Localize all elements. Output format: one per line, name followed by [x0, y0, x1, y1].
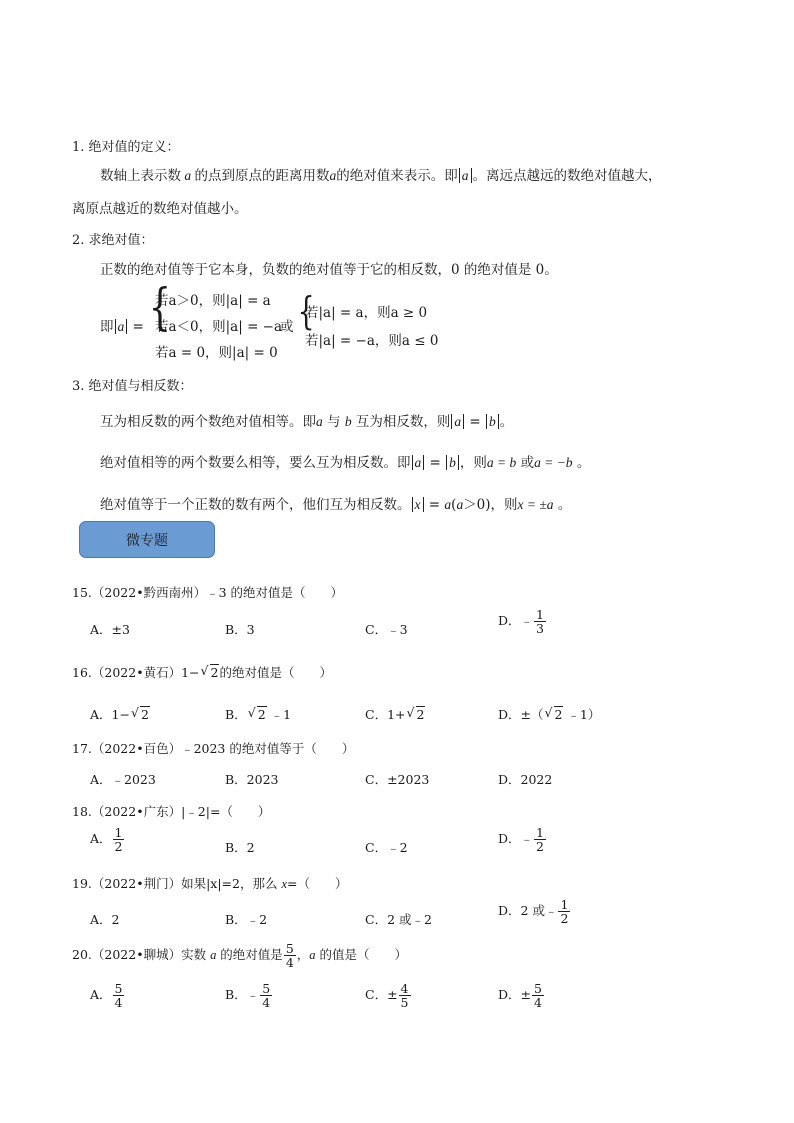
- q15-option-a[interactable]: A．±3: [90, 622, 130, 637]
- q17-option-d[interactable]: D．2022: [498, 772, 553, 787]
- var-a: a: [210, 948, 217, 963]
- text: 19.（2022•荆门）如果|x|=2，那么: [72, 876, 278, 891]
- section-3-title: 3. 绝对值与相反数：: [72, 379, 193, 394]
- text: 互为相反数的两个数绝对值相等。即: [100, 414, 316, 430]
- section-3-line-3: 绝对值等于一个正数的数有两个，他们互为相反数。 x = a(a＞0)，则x = ±a 。: [100, 497, 572, 513]
- micro-topic-badge: 微专题: [79, 521, 215, 558]
- text: 互为相反数，则: [355, 414, 451, 430]
- q15-option-b[interactable]: B．3: [225, 622, 255, 637]
- text: 20.（2022•聊城）实数: [72, 947, 207, 963]
- math: a: [444, 497, 452, 512]
- fraction: $\frac{5}{4}$: [285, 941, 294, 971]
- text: 或: [520, 455, 535, 471]
- q19-option-c[interactable]: C．2 或﹣2: [365, 912, 432, 927]
- text: 与: [327, 414, 341, 430]
- case-3: 若a = 0，则|a| = 0: [155, 345, 278, 361]
- math: x = ±a: [517, 497, 554, 512]
- var-x: x: [281, 877, 288, 891]
- var-a: a: [329, 168, 337, 183]
- var-a: a: [181, 168, 195, 183]
- math: a = b: [486, 455, 517, 470]
- q19-option-d[interactable]: D．2 或﹣ $\frac{1}{2}$: [498, 897, 569, 927]
- q17-option-a[interactable]: A．﹣2023: [90, 772, 156, 787]
- text: 的值是（ ）: [319, 947, 408, 963]
- abs-b: b: [486, 414, 499, 429]
- question-19-stem: [72, 874, 348, 892]
- section-1-title: 1. 绝对值的定义：: [72, 140, 180, 155]
- text: 即: [100, 319, 114, 335]
- q20-option-c[interactable]: C．± $\frac{4}{5}$: [365, 981, 409, 1011]
- q20-option-b[interactable]: B．﹣ $\frac{5}{4}$: [225, 981, 271, 1011]
- q17-option-c[interactable]: C．±2023: [365, 772, 430, 787]
- q16-option-a[interactable]: A．1−√ 2: [90, 705, 150, 723]
- var-a: a: [309, 948, 316, 963]
- q18-option-a[interactable]: A． $\frac{1}{2}$: [90, 825, 123, 855]
- q15-option-c[interactable]: C．﹣3: [365, 622, 408, 637]
- q16-option-d[interactable]: D．±（√ 2 ﹣1）: [498, 705, 600, 723]
- q20-option-d[interactable]: D．± $\frac{5}{4}$: [498, 981, 542, 1011]
- case-4: 若|a| = a，则a ≥ 0: [305, 305, 428, 321]
- q16-option-c[interactable]: C．1+√ 2: [365, 705, 425, 723]
- question-20-stem: [72, 942, 407, 969]
- math: a = −b: [534, 455, 573, 470]
- q20-option-a[interactable]: A． $\frac{5}{4}$: [90, 981, 123, 1011]
- text: 绝对值等于一个正数的数有两个，他们互为相反数。: [100, 497, 411, 513]
- abs-b: b: [446, 455, 459, 470]
- question-17-stem: 17.（2022•百色）﹣2023 的绝对值等于（ ）: [72, 741, 355, 756]
- abs-x: x: [412, 497, 424, 512]
- q19-option-b[interactable]: B．﹣2: [225, 912, 268, 927]
- text: 的绝对值是（ ）: [219, 665, 332, 680]
- formula-prefix: 即 a =: [100, 319, 144, 335]
- text: 数轴上表示数: [100, 168, 181, 184]
- text: ，则: [490, 497, 518, 513]
- text: 的绝对值是: [220, 947, 283, 963]
- section-2-title: 2. 求绝对值：: [72, 233, 154, 248]
- case-2: 若a＜0，则|a| = −a: [155, 319, 283, 335]
- q18-option-d[interactable]: D．﹣ $\frac{1}{2}$: [498, 825, 544, 855]
- or-word: 或: [280, 319, 294, 335]
- q17-option-b[interactable]: B．2023: [225, 772, 279, 787]
- abs-a: a: [459, 168, 472, 183]
- abs-a: a: [451, 414, 464, 429]
- text: 的绝对值来表示。即: [336, 168, 458, 184]
- text: 的点到原点的距离用数: [194, 168, 330, 184]
- case-1: 若a＞0，则|a| = a: [155, 293, 271, 309]
- math: a: [456, 497, 464, 512]
- right-brace: {: [297, 289, 315, 333]
- text: ，: [296, 947, 310, 963]
- q19-option-a[interactable]: A．2: [90, 912, 120, 927]
- case-5: 若|a| = −a，则a ≤ 0: [305, 333, 439, 349]
- section-1-line-2: 离原点越近的数绝对值越小。: [72, 201, 248, 217]
- q16-option-b[interactable]: B．√ 2 ﹣1: [225, 705, 291, 723]
- text: 。离远点越远的数绝对值越大，: [472, 168, 662, 184]
- section-3-line-1: 互为相反数的两个数绝对值相等。即a 与 b 互为相反数，则 a = b 。: [100, 414, 514, 430]
- text: ，则: [459, 455, 487, 471]
- section-3-line-2: 绝对值相等的两个数要么相等，要么互为相反数。即 a = b ，则a = b 或a = −b 。: [100, 455, 591, 471]
- question-16-stem: 16.（2022•黄石）1−√ 2的绝对值是（ ）: [72, 663, 332, 681]
- text: 绝对值相等的两个数要么相等，要么互为相反数。即: [100, 455, 411, 471]
- q15-option-d[interactable]: D．﹣ $\frac{1}{3}$: [498, 607, 544, 637]
- text: =（ ）: [287, 876, 348, 891]
- text: 16.（2022•黄石）: [72, 665, 182, 680]
- question-15-stem: 15.（2022•黔西南州）﹣3 的绝对值是（ ）: [72, 585, 343, 600]
- left-brace: {: [148, 278, 172, 336]
- var-b: b: [344, 414, 352, 429]
- section-1-line-1: [100, 164, 662, 184]
- var-a: a: [316, 414, 323, 429]
- q18-option-b[interactable]: B．2: [225, 840, 255, 855]
- abs-a: a: [115, 319, 128, 334]
- question-18-stem: 18.（2022•广东）|﹣2|=（ ）: [72, 804, 271, 819]
- section-2-line-1: 正数的绝对值等于它本身，负数的绝对值等于它的相反数，0 的绝对值是 0。: [100, 262, 558, 278]
- q18-option-c[interactable]: C．﹣2: [365, 840, 408, 855]
- abs-a: a: [412, 455, 425, 470]
